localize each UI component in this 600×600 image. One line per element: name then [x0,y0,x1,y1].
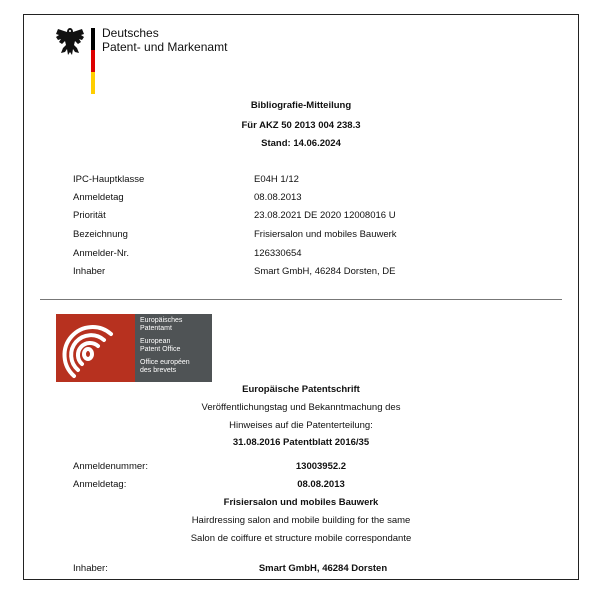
holder-label: Inhaber: [73,563,108,574]
application-number-value: 13003952.2 [295,461,347,472]
epo-publication-line2: Hinweises auf die Patenterteilung: [229,420,373,431]
document-frame [23,14,579,580]
biblio-row [73,248,553,262]
filing-date-value: 08.08.2013 [297,479,345,490]
biblio-value: E04H 1/12 [254,174,299,185]
status-date-text: Stand: 14.06.2024 [261,138,341,149]
epo-filing-row [73,479,553,493]
epo-logo-line: Patent Office [140,346,181,353]
biblio-label: Inhaber [73,266,106,277]
biblio-row [73,266,553,280]
office-name [102,26,227,54]
biblio-label: Priorität [73,210,106,221]
file-reference: Für AKZ 50 2013 004 238.3 [241,120,361,131]
biblio-row [73,192,553,206]
application-number-label: Anmeldenummer: [73,461,148,472]
invention-title-de: Frisiersalon und mobiles Bauwerk [223,497,379,508]
flag-red [91,50,95,72]
epo-logo [56,314,212,382]
biblio-value: 23.08.2021 DE 2020 12008016 U [254,210,396,221]
biblio-label: Anmelder-Nr. [73,248,129,259]
biblio-row [73,174,553,188]
federal-eagle-icon [55,26,85,58]
biblio-value: 08.08.2013 [254,192,302,203]
epo-holder-row [73,563,553,577]
epo-logo-mark [56,314,135,382]
holder-value: Smart GmbH, 46284 Dorsten [258,563,388,574]
biblio-label: Anmeldetag [73,192,124,203]
biblio-value: 126330654 [254,248,302,259]
german-flag-bar [91,28,95,94]
flag-black [91,28,95,50]
flag-gold [91,72,95,94]
epo-publication-line1: Veröffentlichungstag und Bekanntmachung des [201,402,401,413]
epo-logo-line: Europäisches [140,317,183,324]
biblio-label: Bezeichnung [73,229,128,240]
biblio-value: Frisiersalon und mobiles Bauwerk [254,229,397,240]
epo-logo-line: Patentamt [140,325,172,332]
invention-title-en: Hairdressing salon and mobile building for the same [191,515,411,526]
epo-publication-date: 31.08.2016 Patentblatt 2016/35 [232,437,370,448]
office-name-line1: Deutsches [102,26,159,40]
epo-title: Europäische Patentschrift [242,384,360,395]
epo-logo-text [135,314,212,382]
office-name-line2: Patent- und Markenamt [102,40,228,54]
section-divider [40,299,562,300]
biblio-row [73,210,553,224]
epo-logo-line: European [140,338,171,345]
epo-logo-line: des brevets [140,367,177,374]
invention-title-fr: Salon de coiffure et structure mobile correspondante [190,533,412,544]
biblio-value: Smart GmbH, 46284 Dorsten, DE [254,266,396,277]
status-date [23,138,579,149]
epo-logo-line: Office européen [140,359,190,366]
epo-application-row [73,461,553,475]
biblio-label: IPC-Hauptklasse [73,174,145,185]
epo-waves-icon [56,314,135,382]
notice-title: Bibliografie-Mitteilung [250,100,352,111]
biblio-row [73,229,553,243]
filing-date-label: Anmeldetag: [73,479,127,490]
